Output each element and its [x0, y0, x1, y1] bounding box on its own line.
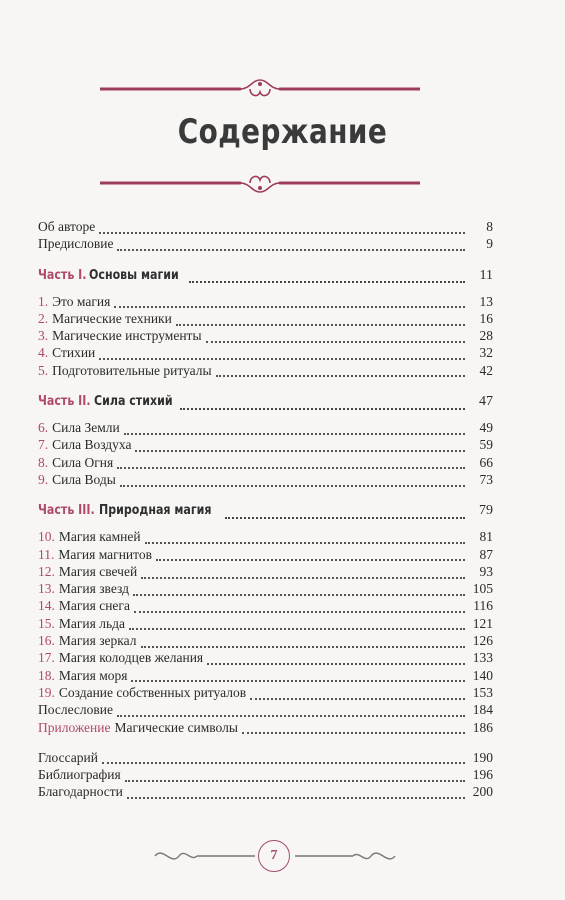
toc-entry-about-author[interactable]: [38, 218, 493, 235]
chapter-number: 11.: [38, 546, 55, 562]
toc-entry-label: Благодарности: [38, 784, 123, 800]
chapter-title: Магические инструменты: [52, 328, 202, 344]
toc-chapter[interactable]: [38, 649, 493, 666]
chapter-number: 8.: [38, 454, 49, 470]
dot-leader: [99, 348, 465, 360]
toc-chapter[interactable]: [38, 615, 493, 632]
part-label: Часть I.: [38, 267, 87, 283]
toc-entry-afterword[interactable]: [38, 701, 493, 718]
toc-page-number: 16: [479, 310, 493, 326]
chapter-title: Магические техники: [52, 310, 172, 326]
toc-page-number: 32: [479, 345, 493, 361]
toc-chapter[interactable]: [38, 454, 493, 471]
chapter-title: Создание собственных ритуалов: [58, 684, 247, 700]
toc-entry-preface[interactable]: [38, 235, 493, 252]
toc-chapter[interactable]: [38, 362, 493, 379]
toc-page-number: 73: [479, 471, 493, 487]
toc-entry-acknowledgements[interactable]: [38, 783, 493, 800]
dot-leader: [133, 584, 465, 596]
toc-page-number: 59: [479, 437, 493, 453]
part-title: Природная магия: [98, 503, 212, 519]
dot-leader: [129, 618, 465, 630]
toc-page-number: 8: [486, 219, 493, 234]
toc-chapter[interactable]: [38, 419, 493, 436]
chapter-title: Подготовительные ритуалы: [52, 362, 212, 378]
chapter-number: 19.: [38, 684, 55, 700]
toc-chapter[interactable]: [38, 667, 493, 684]
toc-chapter[interactable]: [38, 563, 493, 580]
toc-part-2[interactable]: [38, 393, 493, 412]
dot-leader: [131, 670, 465, 682]
toc-entry-label: Послесловие: [38, 702, 113, 718]
chapter-number: 7.: [38, 437, 49, 453]
toc-page-number: 121: [472, 615, 493, 631]
toc-entry-appendix[interactable]: [38, 719, 493, 736]
part-title: Сила стихий: [93, 394, 173, 410]
toc-entry-glossary[interactable]: [38, 749, 493, 766]
dot-leader: [120, 475, 465, 487]
chapter-title: Магия звезд: [58, 581, 129, 597]
chapter-number: 16.: [38, 633, 55, 649]
toc-page-number: 196: [472, 767, 493, 783]
chapter-title: Магия зеркал: [58, 633, 137, 649]
chapter-number: 17.: [38, 650, 55, 666]
toc-page-number: 126: [472, 633, 493, 649]
top-ornament-icon: [100, 76, 420, 100]
dot-leader: [134, 601, 465, 613]
chapter-number: 1.: [38, 293, 49, 309]
chapter-number: 4.: [38, 345, 49, 361]
toc-page-number: 133: [472, 650, 493, 666]
dot-leader: [117, 457, 465, 469]
toc-part-1[interactable]: [38, 267, 493, 286]
toc-chapter[interactable]: [38, 344, 493, 361]
chapter-title: Магия камней: [58, 529, 141, 545]
toc-page-number: 87: [479, 546, 493, 562]
chapter-number: 3.: [38, 328, 49, 344]
dot-leader: [225, 507, 465, 519]
dot-leader: [102, 752, 465, 764]
toc-page-number: 153: [472, 684, 493, 700]
dot-leader: [114, 296, 465, 308]
dot-leader: [156, 549, 465, 561]
dot-leader: [125, 770, 465, 782]
chapter-number: 10.: [38, 529, 55, 545]
toc-chapter[interactable]: [38, 546, 493, 563]
page-number-badge: 7: [258, 840, 290, 872]
chapter-number: 12.: [38, 563, 55, 579]
chapter-number: 13.: [38, 581, 55, 597]
toc-chapter[interactable]: [38, 597, 493, 614]
chapter-number: 9.: [38, 471, 49, 487]
dot-leader: [250, 688, 465, 700]
chapter-title: Сила Воздуха: [52, 437, 132, 453]
chapter-number: 18.: [38, 667, 55, 683]
toc-chapter[interactable]: [38, 580, 493, 597]
toc-chapter[interactable]: [38, 632, 493, 649]
dot-leader: [206, 331, 465, 343]
toc-entry-label: Об авторе: [38, 219, 96, 234]
dot-leader: [99, 222, 465, 234]
toc-page-number: 47: [479, 394, 493, 410]
chapter-number: 14.: [38, 598, 55, 614]
toc-page-number: 11: [479, 267, 493, 283]
chapter-title: Магия свечей: [58, 563, 138, 579]
chapter-number: 2.: [38, 310, 49, 326]
chapter-number: 15.: [38, 615, 55, 631]
chapter-title: Магия моря: [58, 667, 128, 683]
toc-page-number: 81: [479, 529, 493, 545]
part-label: Часть III.: [38, 503, 95, 519]
chapter-title: Сила Огня: [52, 454, 114, 470]
dot-leader: [141, 636, 466, 648]
toc-chapter[interactable]: [38, 436, 493, 453]
toc-page-number: 49: [479, 420, 493, 436]
toc-page-number: 28: [479, 328, 493, 344]
dot-leader: [135, 440, 465, 452]
toc-entry-label: Магические символы: [114, 719, 238, 735]
chapter-number: 6.: [38, 420, 49, 436]
chapter-number: 5.: [38, 362, 49, 378]
toc-chapter[interactable]: [38, 684, 493, 701]
toc-entry-bibliography[interactable]: [38, 766, 493, 783]
toc-page-number: 140: [472, 667, 493, 683]
toc-chapter[interactable]: [38, 471, 493, 488]
toc-chapter[interactable]: [38, 293, 493, 310]
dot-leader: [145, 532, 465, 544]
dot-leader: [141, 567, 465, 579]
table-of-contents: [38, 218, 493, 801]
chapter-title: Магия колодцев желания: [58, 650, 204, 666]
chapter-title: Сила Земли: [52, 420, 120, 436]
dot-leader: [124, 423, 465, 435]
toc-part-3[interactable]: [38, 502, 493, 521]
chapter-title: Магия снега: [58, 598, 130, 614]
appendix-label: Приложение: [38, 719, 111, 735]
chapter-title: Стихии: [52, 345, 96, 361]
toc-page-number: 200: [472, 784, 493, 800]
part-label: Часть II.: [38, 394, 91, 410]
toc-page-number: 105: [472, 581, 493, 597]
dot-leader: [117, 705, 465, 717]
dot-leader: [216, 365, 465, 377]
toc-chapter[interactable]: [38, 327, 493, 344]
dot-leader: [189, 271, 465, 283]
dot-leader: [176, 314, 465, 326]
toc-page-number: 13: [479, 293, 493, 309]
toc-page-number: 42: [479, 362, 493, 378]
toc-entry-label: Глоссарий: [38, 749, 98, 765]
toc-page-number: 93: [479, 563, 493, 579]
chapter-title: Сила Воды: [52, 471, 116, 487]
toc-page-number: 9: [486, 236, 493, 252]
toc-page-number: 186: [472, 719, 493, 735]
chapter-title: Магия магнитов: [58, 546, 152, 562]
toc-chapter[interactable]: [38, 310, 493, 327]
dot-leader: [127, 787, 465, 799]
toc-chapter[interactable]: [38, 528, 493, 545]
dot-leader: [117, 239, 465, 251]
toc-page-number: 184: [472, 702, 493, 718]
dot-leader: [207, 653, 465, 665]
chapter-title: Магия льда: [58, 615, 125, 631]
toc-page-number: 66: [479, 454, 493, 470]
spacer: [38, 736, 493, 749]
toc-page-number: 190: [472, 749, 493, 765]
dot-leader: [242, 722, 465, 734]
toc-page-number: 79: [479, 503, 493, 519]
toc-entry-label: Библиография: [38, 767, 121, 783]
part-title: Основы магии: [89, 267, 179, 283]
page-title: Содержание: [177, 112, 388, 152]
toc-page-number: 116: [473, 598, 493, 614]
chapter-title: Это магия: [52, 293, 111, 309]
bottom-ornament-icon: [100, 172, 420, 196]
dot-leader: [180, 398, 465, 410]
toc-entry-label: Предисловие: [38, 236, 114, 252]
